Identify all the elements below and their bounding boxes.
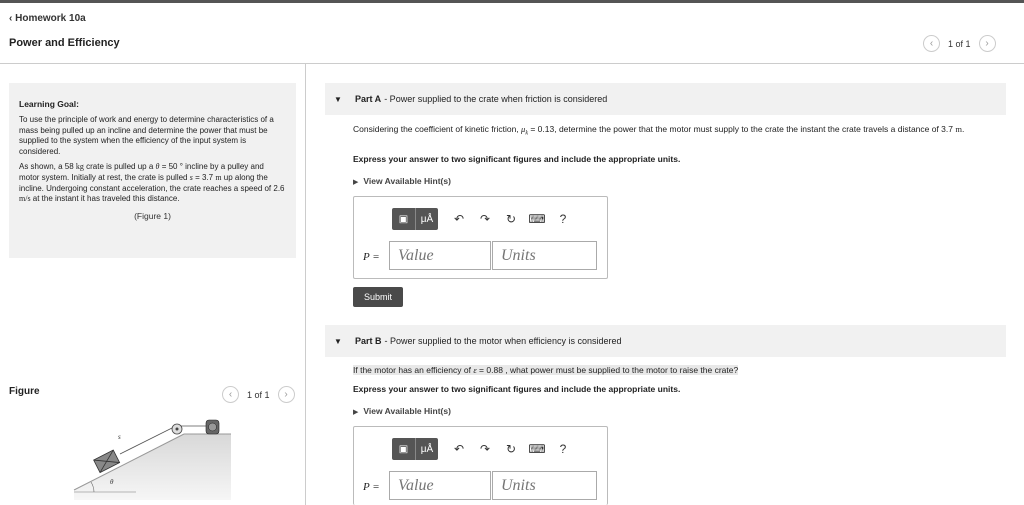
figure-count: 1 of 1 — [247, 389, 270, 400]
templates-icon[interactable]: ▣ — [392, 208, 415, 230]
reset-icon[interactable]: ↻ — [505, 212, 517, 226]
previous-figure-button[interactable] — [222, 386, 239, 403]
s-label: s — [118, 433, 121, 441]
figure-label: Figure — [9, 386, 40, 397]
reset-icon[interactable]: ↻ — [505, 442, 517, 456]
part-a-math-toolbar — [392, 208, 576, 230]
top-pager — [923, 35, 996, 52]
keyboard-icon[interactable]: ⌨ — [528, 212, 546, 226]
part-a-value-input[interactable] — [389, 241, 491, 270]
theta-label: θ — [110, 478, 114, 486]
redo-icon[interactable]: ↷ — [479, 212, 491, 226]
part-a-submit-button[interactable]: Submit — [353, 287, 403, 307]
part-b-units-input[interactable] — [492, 471, 597, 500]
page-count: 1 of 1 — [948, 38, 971, 49]
part-a-hints-toggle[interactable]: ▶ View Available Hint(s) — [353, 176, 451, 186]
chevron-right-icon: › — [284, 389, 288, 400]
undo-icon[interactable]: ↶ — [453, 442, 465, 456]
help-button[interactable]: ? — [559, 442, 567, 456]
back-to-homework-link[interactable] — [9, 13, 86, 24]
part-a-question: Considering the coefficient of kinetic friction, $\mu_k = 0.13$, determine the power that the motor must supply to the crate the instant the crate travels a distance of 3.7 m. — [353, 124, 965, 137]
problem-statement: As shown, a 58 kg crate is pulled up a θ = 50 ° incline by a pulley and motor system. Initially at rest, the crate is pulled s = 3.7 m up along the incline. Undergoing constant acceleration, the crate reaches a speed of 2.6 m/s at the instant it has traveled this distance. — [19, 162, 285, 204]
figure-1-link[interactable]: (Figure 1) — [134, 210, 171, 221]
part-b-instructions: Express your answer to two significant figures and include the appropriate units. — [353, 384, 681, 394]
part-b-header[interactable] — [325, 325, 1006, 357]
caret-right-icon: ▶ — [353, 409, 359, 416]
part-a-header[interactable] — [325, 83, 1006, 115]
incline-crate-figure — [66, 412, 236, 500]
chevron-left-icon: ‹ — [228, 389, 233, 400]
caret-right-icon: ▶ — [353, 179, 359, 186]
part-b-answer-box — [353, 426, 608, 505]
part-a-units-input[interactable] — [492, 241, 597, 270]
previous-page-button[interactable] — [923, 35, 940, 52]
part-a-label: Part A — [355, 94, 382, 104]
units-symbol-button[interactable]: μÅ — [415, 208, 438, 230]
caret-down-icon: ▼ — [334, 336, 342, 346]
part-b-label: Part B — [355, 336, 382, 346]
column-divider — [305, 63, 306, 505]
units-symbol-button[interactable]: μÅ — [415, 438, 438, 460]
part-a-title: - Power supplied to the crate when friction is considered — [384, 94, 608, 104]
next-figure-button[interactable] — [278, 386, 295, 403]
part-b-hints-toggle[interactable]: ▶ View Available Hint(s) — [353, 406, 451, 416]
page-title: Power and Efficiency — [9, 37, 120, 49]
part-a-instructions: Express your answer to two significant figures and include the appropriate units. — [353, 154, 681, 164]
chevron-right-icon: › — [985, 38, 989, 49]
chevron-left-icon: ‹ — [929, 38, 934, 49]
part-b-variable-label: P = — [363, 481, 380, 493]
chevron-left-icon: ‹ — [9, 13, 13, 24]
part-a-answer-box — [353, 196, 608, 279]
learning-goal-text: To use the principle of work and energy to determine characteristics of a mass being pulled up an incline and determine the power that must be supplied to the system when the efficiency of the input system is considered. — [19, 115, 274, 156]
part-b-question: If the motor has an efficiency of ε = 0.88 , what power must be supplied to the motor to raise the crate? — [353, 365, 739, 375]
header-divider — [0, 63, 1024, 64]
part-b-value-input[interactable] — [389, 471, 491, 500]
keyboard-icon[interactable]: ⌨ — [528, 442, 546, 456]
part-b-math-toolbar — [392, 438, 576, 460]
part-b-title: - Power supplied to the motor when efficiency is considered — [384, 336, 622, 346]
next-page-button[interactable] — [979, 35, 996, 52]
back-link-label: Homework 10a — [15, 13, 86, 24]
undo-icon[interactable]: ↶ — [453, 212, 465, 226]
top-bar — [0, 0, 1024, 3]
redo-icon[interactable]: ↷ — [479, 442, 491, 456]
learning-goal-title: Learning Goal: — [19, 99, 79, 109]
learning-goal-panel — [9, 83, 296, 258]
part-a-variable-label: P = — [363, 251, 380, 263]
templates-icon[interactable]: ▣ — [392, 438, 415, 460]
figure-pager — [222, 386, 295, 403]
caret-down-icon: ▼ — [334, 94, 342, 104]
help-button[interactable]: ? — [559, 212, 567, 226]
